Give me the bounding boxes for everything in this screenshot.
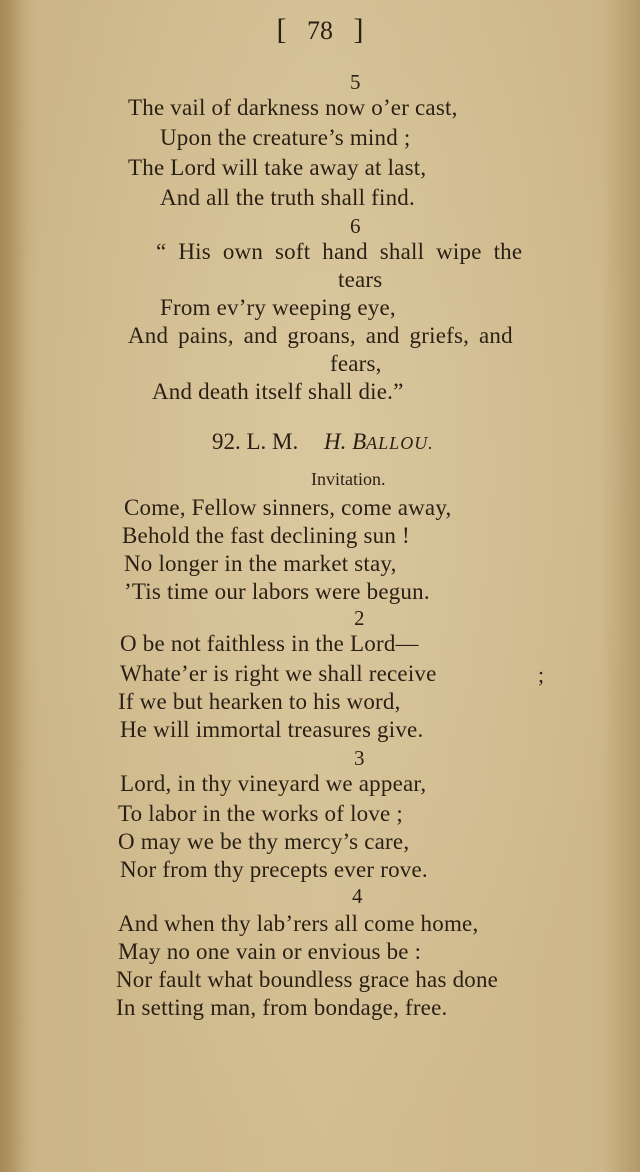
stanza-number-4: 4 [352, 884, 363, 908]
verse-line: Come, Fellow sinners, come away, [124, 495, 452, 520]
verse-line: Behold the fast declining sun ! [122, 523, 410, 548]
right-bracket: ] [353, 13, 364, 46]
verse-line: Lord, in thy vineyard we appear, [120, 771, 427, 796]
verse-line: He will immortal treasures give. [120, 717, 424, 742]
hymn-heading [212, 428, 434, 457]
left-bracket: [ [276, 13, 287, 46]
verse-line: And pains, and groans, and griefs, and [128, 323, 513, 348]
verse-line: Nor fault what boundless grace has done [116, 967, 499, 992]
verse-line: ’Tis time our labors were begun. [124, 579, 430, 604]
verse-line: Nor from thy precepts ever rove. [120, 857, 428, 882]
verse-line: To labor in the works of love ; [118, 801, 404, 826]
page-edge-shadow [0, 0, 26, 1172]
verse-line: May no one vain or envious be : [118, 939, 422, 964]
verse-line: The Lord will take away at last, [128, 155, 427, 180]
verse-line: No longer in the market stay, [124, 551, 397, 576]
author-surname-rest: ALLOU. [366, 433, 434, 453]
verse-line: And all the truth shall find. [160, 185, 415, 210]
stanza-number-6: 6 [350, 214, 361, 238]
verse-line: If we but hearken to his word, [118, 689, 401, 714]
page-header [0, 14, 640, 47]
verse-line: “ His own soft hand shall wipe the [156, 239, 523, 264]
stanza-number-3: 3 [354, 746, 365, 770]
verse-line: From ev’ry weeping eye, [160, 295, 396, 320]
verse-line-continuation: fears, [330, 351, 382, 376]
verse-line-continuation: tears [338, 267, 383, 292]
verse-line: And death itself shall die.” [152, 379, 404, 404]
hymn-number-meter: 92. L. M. [212, 429, 299, 454]
verse-line: Whate’er is right we shall receive [120, 661, 437, 686]
verse-line: Upon the creature’s mind ; [160, 125, 411, 150]
stanza-number-5a: 5 [350, 70, 361, 94]
verse-line: O may we be thy mercy’s care, [118, 829, 410, 854]
hymn-author [324, 429, 434, 454]
hymn-title: Invitation. [311, 469, 386, 489]
stanza-number-2: 2 [354, 606, 365, 630]
verse-line: The vail of darkness now o’er cast, [128, 95, 458, 120]
author-initial: H. B [324, 429, 367, 454]
page-number: 78 [307, 16, 333, 45]
margin-semicolon-mark: ; [538, 662, 545, 687]
verse-line: And when thy lab’rers all come home, [118, 911, 479, 936]
verse-line: O be not faithless in the Lord— [120, 631, 419, 656]
verse-line: In setting man, from bondage, free. [116, 995, 448, 1020]
